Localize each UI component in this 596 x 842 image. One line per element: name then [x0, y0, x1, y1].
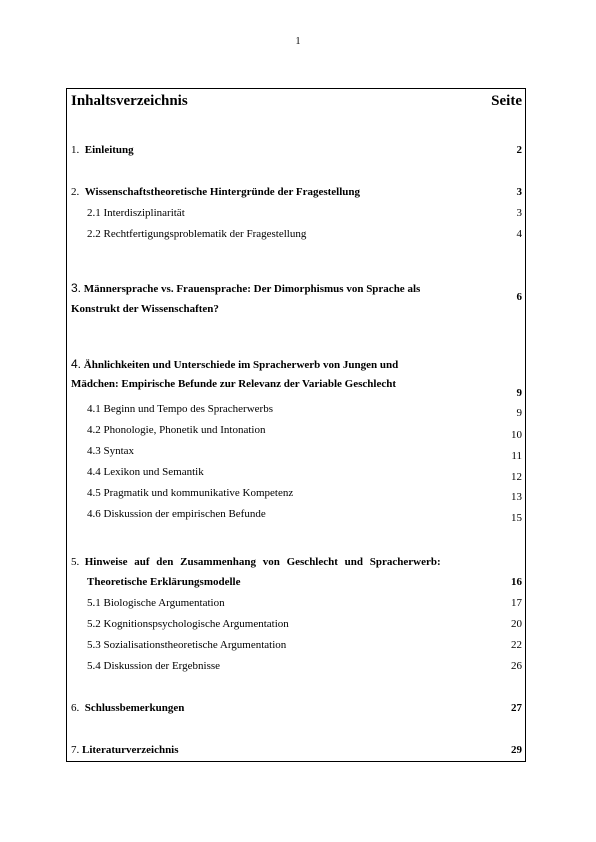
toc-entry-page: 13 — [511, 491, 522, 503]
toc-entry-title: 5.2 Kognitionspsychologische Argumentation — [87, 618, 289, 630]
toc-title: Inhaltsverzeichnis — [71, 93, 188, 109]
toc-entry-number: 4. — [71, 357, 82, 371]
toc-entry-title: 4.5 Pragmatik und kommunikative Kompetenz — [87, 487, 294, 499]
toc-entry-page: 20 — [511, 618, 522, 630]
toc-entry-number: 5. — [71, 556, 80, 568]
toc-entry-title-line1: Hinweise auf den Zusammenhang von Geschlecht und Spracherwerb: — [84, 556, 441, 568]
toc-entry-page: 27 — [511, 702, 522, 714]
toc-entry-title: 2.2 Rechtfertigungsproblematik der Fragestellung — [87, 228, 307, 240]
toc-entry-title: 4.3 Syntax — [87, 445, 135, 457]
toc-entry-number: 2. — [71, 186, 80, 198]
toc-entry-page: 2 — [516, 144, 522, 156]
toc-entry-page: 22 — [511, 639, 522, 651]
toc-entry-title: 4.1 Beginn und Tempo des Spracherwerbs — [87, 403, 273, 415]
toc-entry-title-line2: Theoretische Erklärungsmodelle — [87, 576, 241, 588]
table-of-contents — [66, 88, 526, 762]
toc-entry-number: 3. — [71, 281, 82, 295]
toc-entry-page: 10 — [511, 429, 522, 441]
toc-entry-title: Wissenschaftstheoretische Hintergründe der Fragestellung — [84, 186, 361, 198]
page-number: 1 — [295, 36, 301, 47]
toc-entry-title: Einleitung — [84, 144, 134, 156]
toc-entry-page: 29 — [511, 744, 522, 756]
toc-entry-page: 3 — [516, 207, 522, 219]
toc-entry-title: 4.2 Phonologie, Phonetik und Intonation — [87, 424, 266, 436]
toc-entry-number: 7. — [71, 744, 80, 756]
toc-entry-title-line1: Ähnlichkeiten und Unterschiede im Spracherwerb von Jungen und — [83, 359, 399, 371]
toc-entry-number: 1. — [71, 144, 80, 156]
toc-entry-title: 5.3 Sozialisationstheoretische Argumentation — [87, 639, 287, 651]
toc-entry-page: 11 — [511, 450, 522, 462]
toc-page-header: Seite — [491, 93, 522, 109]
toc-entry-title: 4.4 Lexikon und Semantik — [87, 466, 204, 478]
toc-entry-title: Schlussbemerkungen — [84, 702, 185, 714]
toc-entry-number: 6. — [71, 702, 80, 714]
toc-entry-title-line1: Männersprache vs. Frauensprache: Der Dimorphismus von Sprache als — [83, 283, 421, 295]
toc-entry-page: 17 — [511, 597, 522, 609]
toc-entry-page: 16 — [511, 576, 522, 588]
toc-entry-page: 9 — [516, 407, 522, 419]
toc-entry-title: Literaturverzeichnis — [82, 744, 179, 756]
toc-entry-page: 4 — [516, 228, 522, 240]
toc-entry-title: 5.4 Diskussion der Ergebnisse — [87, 660, 221, 672]
toc-entry-page: 3 — [516, 186, 522, 198]
toc-entry-title-line2: Mädchen: Empirische Befunde zur Relevanz der Variable Geschlecht — [71, 378, 396, 390]
toc-entry-title: 5.1 Biologische Argumentation — [87, 597, 225, 609]
toc-entry-page: 12 — [511, 471, 522, 483]
toc-entry-title: 2.1 Interdisziplinarität — [87, 207, 185, 219]
toc-entry-page: 15 — [511, 512, 522, 524]
toc-entry-page: 26 — [511, 660, 522, 672]
toc-entry-page: 6 — [516, 291, 522, 303]
toc-entry-title: 4.6 Diskussion der empirischen Befunde — [87, 508, 266, 520]
toc-entry-page: 9 — [516, 387, 522, 399]
toc-entry-title-line2: Konstrukt der Wissenschaften? — [71, 303, 219, 315]
